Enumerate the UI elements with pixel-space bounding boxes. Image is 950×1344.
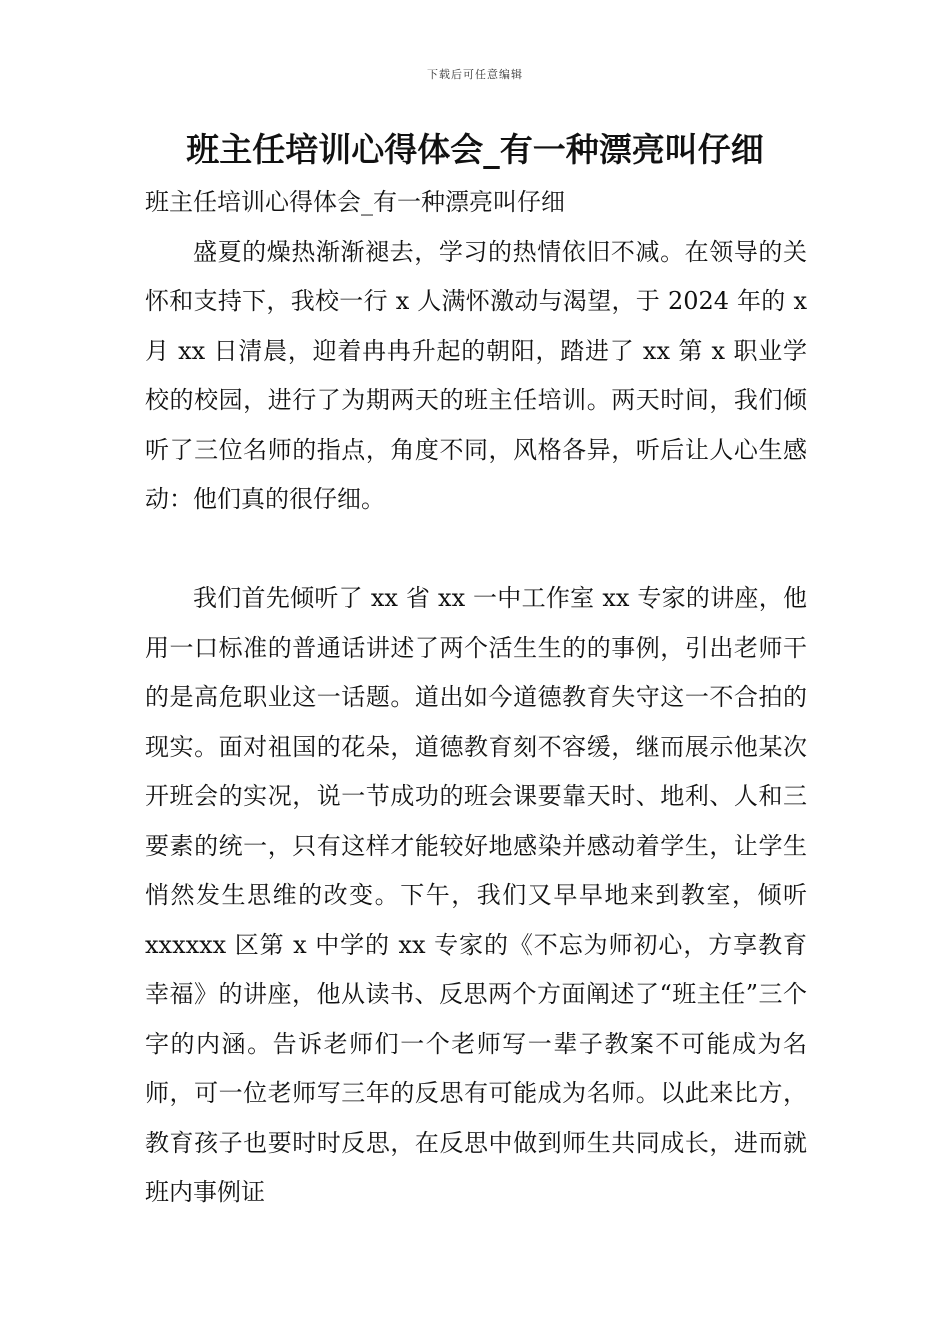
document-title: 班主任培训心得体会_有一种漂亮叫仔细 [186,130,764,169]
paragraph-2: 我们首先倾听了 xx 省 xx 一中工作室 xx 专家的讲座，他用一口标准的普通话讲述了两个活生生的的事例，引出老师干的是高危职业这一话题。道出如今道德教育失守这一不合拍的现实。面对祖国的花朵，道德教育刻不容缓，继而展示他某次开班会的实况，说一节成功的班会课要靠天时、地利、人和三要素的统一，只有这样才能较好地感染并感动着学生，让学生悄然发生思维的改变。下午，我们又早早地来到教室，倾听 xxxxxx 区第 x 中学的 xx 专家的《不忘为师初心，方享教育幸福》的讲座，他从读书、反思两个方面阐述了“班主任”三个字的内涵。告诉老师们一个老师写一辈子教案不可能成为名师，可一位老师写三年的反思有可能成为名师。以此来比方，教育孩子也要时时反思，在反思中做到师生共同成长，进而就班内事例证 [145,584,807,1206]
header-note: 下载后可任意编辑 [427,68,523,81]
paragraph-1: 盛夏的燥热渐渐褪去，学习的热情依旧不减。在领导的关怀和支持下，我校一行 x 人满怀激动与渴望，于 2024 年的 x 月 xx 日清晨，迎着冉冉升起的朝阳，踏进了 xx 第 x 职业学校的校园，进行了为期两天的班主任培训。两天时间，我们倾听了三位名师的指点，角度不同，风格各异，听后让人心生感动：他们真的很仔细。 [145,237,807,513]
document-body [145,178,807,1218]
document-subtitle: 班主任培训心得体会_有一种漂亮叫仔细 [145,188,565,216]
paragraph-spacer [145,525,807,575]
